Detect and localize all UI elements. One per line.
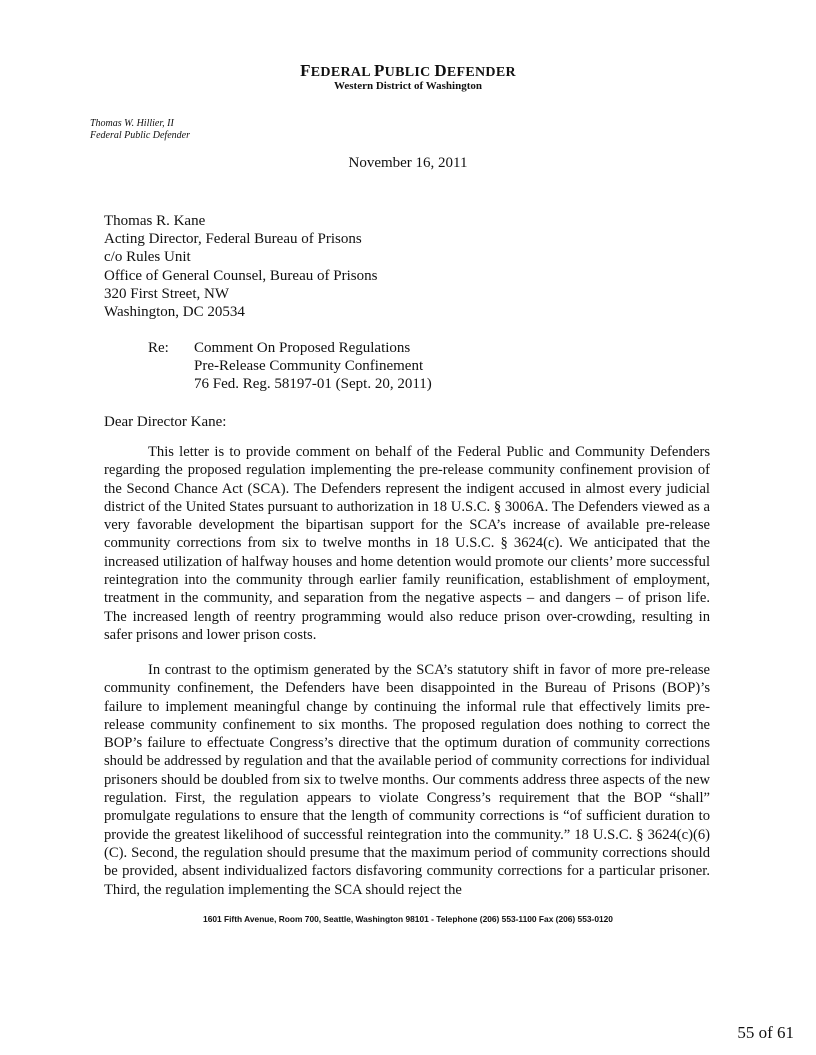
recipient-address (104, 212, 377, 321)
salutation: Dear Director Kane: (104, 414, 227, 430)
org-initial-f: F (300, 61, 311, 80)
address-line: Office of General Counsel, Bureau of Prisons (104, 267, 378, 284)
address-line: Washington, DC 20534 (104, 304, 245, 321)
body-paragraph-1: This letter is to provide comment on behalf of the Federal Public and Community Defenders regarding the proposed regulation implementing the pre-release community confinement provision of the Second Chance Act (SCA). The Defenders represent the indigent accused in almost every judicial district of the United States pursuant to authorization in 18 U.S.C. § 3006A. The Defenders viewed as a very favorable development the bipartisan support for the SCA’s increase of available pre-release community corrections from six to twelve months in 18 U.S.C. § 3624(c). We anticipated that the increased utilization of halfway houses and home detention would promote our clients’ more successful reintegration into the community through earlier family reunification, establishment of employment, treatment in the community, and separation from the negative aspects – and dangers – of prison life. The increased length of reentry programming would also reduce prison over-crowding, resulting in safer prisons and lower prison costs. (104, 444, 710, 643)
org-text-2: UBLIC (384, 65, 435, 80)
address-line: Thomas R. Kane (104, 213, 206, 229)
address-line: c/o Rules Unit (104, 249, 191, 266)
org-initial-p: P (373, 61, 385, 80)
page-number: 55 of 61 (737, 1023, 794, 1042)
subject-line: Pre-Release Community Confinement (194, 358, 424, 375)
address-line: 320 First Street, NW (104, 285, 229, 302)
body-paragraph-2: In contrast to the optimism generated by the SCA’s statutory shift in favor of more pre-release community confinement, the Defenders have been disappointed in the Bureau of Prisons (BOP)’s failure to implement meaningful change by continuing the informal rule that effectively limits pre-release community confinement to six months. The proposed regulation does nothing to correct the BOP’s failure to effectuate Congress’s directive that the optimum duration of community corrections should be addressed by regulation and that the available period of community corrections for individual prisoners should be doubled from six to twelve months. Our comments address three aspects of the new regulation. First, the regulation appears to violate Congress’s requirement that the BOP “shall” promulgate regulations to ensure that the length of community corrections is “of sufficient duration to provide the greatest likelihood of successful reintegration into the community.” 18 U.S.C. § 3624(c)(6)(C). Second, the regulation should presume that the maximum period of community corrections should be provided, absent individualized factors disfavoring community corrections for a particular prisoner. Third, the regulation implementing the SCA should reject the (104, 662, 710, 898)
letter-date: November 16, 2011 (348, 155, 468, 171)
defender-block (90, 118, 190, 142)
defender-name: Thomas W. Hillier, II (90, 118, 174, 129)
subject-block (148, 339, 432, 394)
org-initial-d: D (434, 61, 447, 80)
subject-label: Re: (148, 340, 169, 356)
defender-title: Federal Public Defender (90, 130, 190, 141)
letterhead-footer: 1601 Fifth Avenue, Room 700, Seattle, Washington 98101 - Telephone (206) 553-1100 Fax (206) 553-0120 (203, 914, 613, 924)
org-text-1: EDERAL (310, 65, 374, 80)
subject-lines (194, 339, 432, 394)
letterhead-district: Western District of Washington (334, 80, 482, 92)
subject-line: Comment On Proposed Regulations (194, 340, 411, 356)
address-line: Acting Director, Federal Bureau of Prisons (104, 231, 362, 248)
subject-line: 76 Fed. Reg. 58197-01 (Sept. 20, 2011) (194, 376, 432, 393)
org-text-3: EFENDER (446, 65, 516, 80)
letterhead-org-name (0, 61, 816, 81)
